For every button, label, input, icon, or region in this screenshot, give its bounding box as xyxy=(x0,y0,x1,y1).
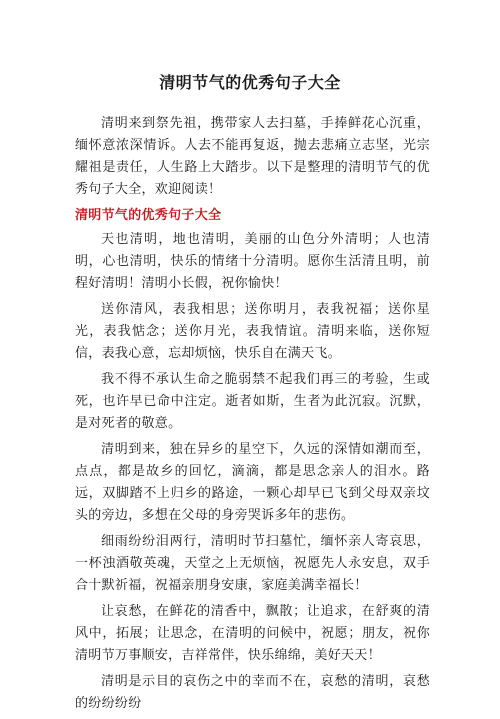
body-paragraph: 送你清风，表我相思；送你明月，表我祝福；送你星光，表我惦念；送你月光，表我情谊。清明来临，送你短信，表我心意，忘却烦恼，快乐自在满天飞。 xyxy=(75,302,430,361)
body-paragraph: 细雨纷纷泪两行，清明时节扫墓忙，缅怀亲人寄哀思，一杯浊酒敬英魂，天堂之上无烦恼，祝愿先人永安息，双手合十默祈福，祝福亲朋身安康，家庭美满幸福长！ xyxy=(75,534,430,593)
body-paragraph: 让哀愁，在鲜花的清香中，飘散；让追求，在舒爽的清风中，拓展；让思念，在清明的问候中，祝愿；朋友，祝你清明节万事顺安，吉祥常伴，快乐绵绵，美好天天！ xyxy=(75,604,430,663)
body-paragraph: 天也清明，地也清明，美丽的山色分外清明；人也清明，心也清明，快乐的情绪十分清明。愿你生活清且明，前程好清明！清明小长假，祝你愉快！ xyxy=(75,232,430,291)
document-title: 清明节气的优秀句子大全 xyxy=(159,73,341,92)
section-heading: 清明节气的优秀句子大全 xyxy=(75,208,222,223)
body-paragraph-cut-off: 清明是示目的哀伤之中的幸而不在，哀愁的清明，哀愁的纷纷纷纷 xyxy=(75,674,430,711)
document-body xyxy=(75,113,430,719)
body-paragraph: 清明到来，独在异乡的星空下，久远的深情如潮而至，点点，都是故乡的回忆，滴滴，都是思念亲人的泪水。路远，双脚踏不上归乡的路途，一颗心却早已飞到父母双亲坟头的旁边，多想在父母的身旁哭诉多年的悲伤。 xyxy=(75,442,430,523)
intro-paragraph: 清明来到祭先祖，携带家人去扫墓，手捧鲜花心沉重，缅怀意浓深情诉。人去不能再复返，抛去悲痛立志坚，光宗耀祖是责任，人生路上大踏步。以下是整理的清明节气的优秀句子大全，欢迎阅读！ xyxy=(75,116,430,197)
body-paragraph: 我不得不承认生命之脆弱禁不起我们再三的考验，生或死，也许早已命中注定。逝者如斯，生者为此沉寂。沉默，是对死者的敬意。 xyxy=(75,372,430,431)
